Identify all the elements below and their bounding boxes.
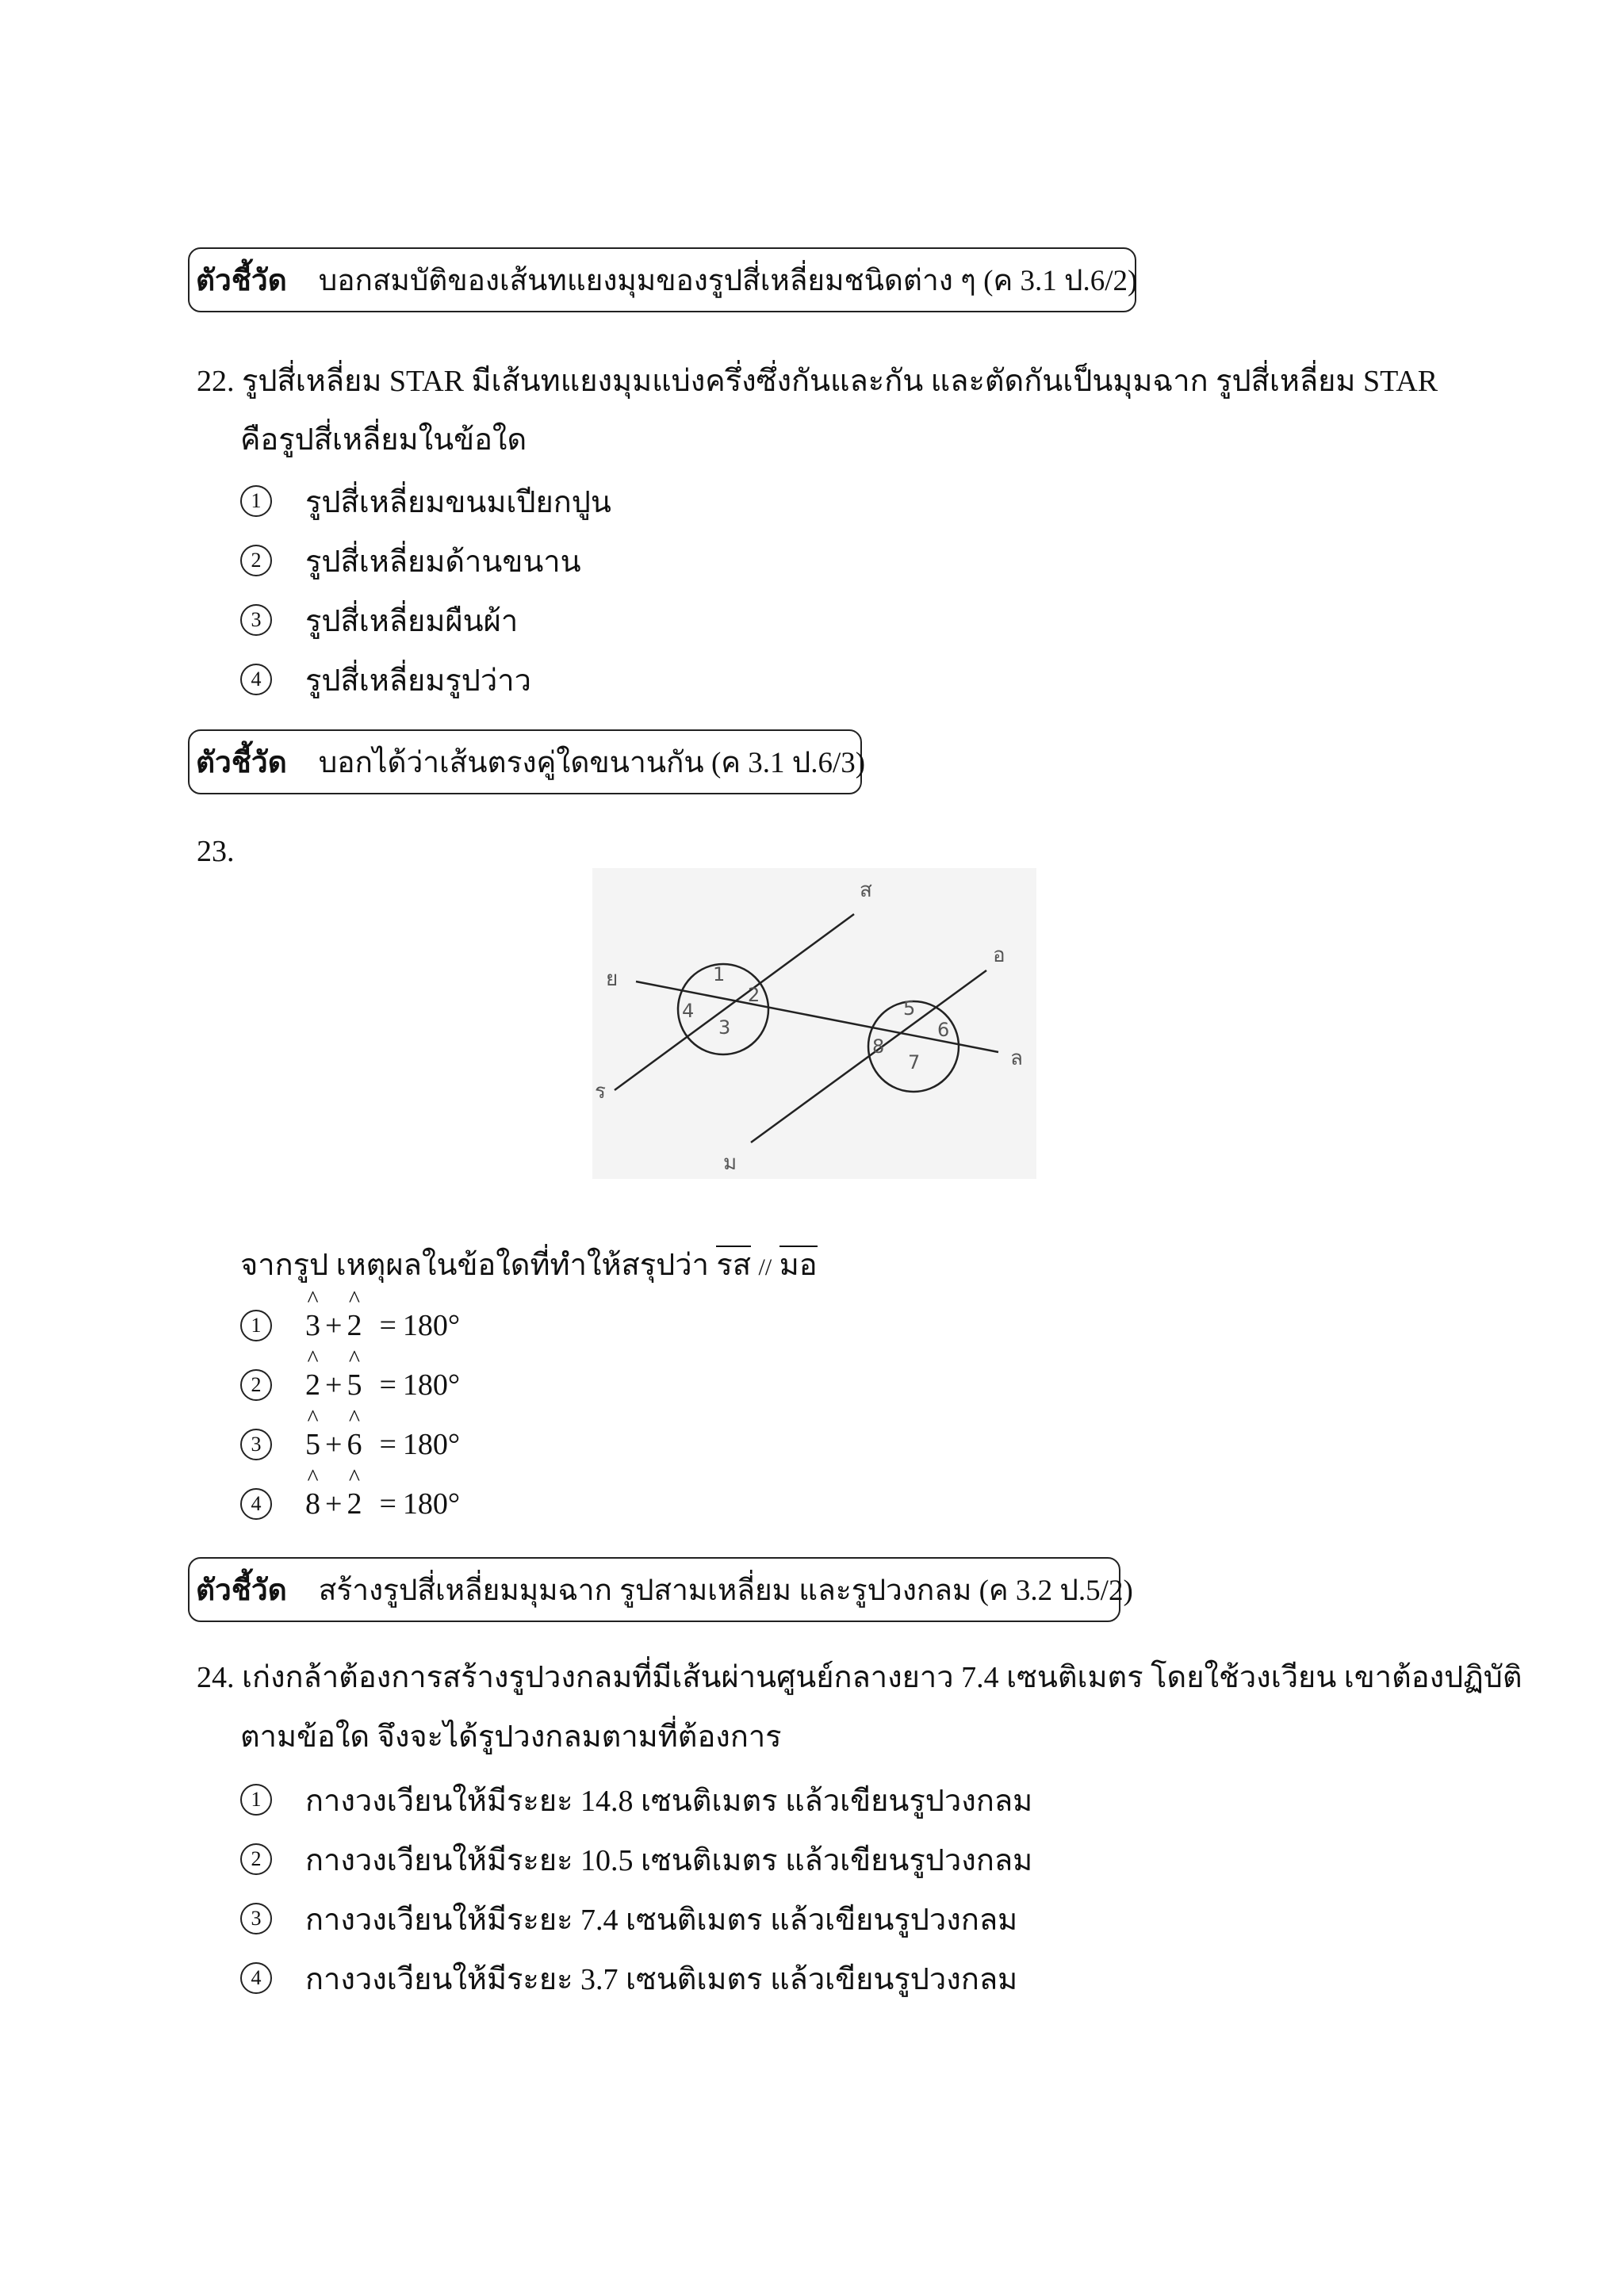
indicator-box-1 [188, 247, 1136, 312]
angle-label-8: 8 [872, 1035, 885, 1058]
indicator-label: ตัวชี้วัด [196, 746, 287, 779]
equals-sign: = [379, 1309, 396, 1342]
segment-mo: มอ [779, 1246, 818, 1282]
choice-number: 1 [240, 1310, 272, 1341]
q23-choice-2[interactable] [240, 1345, 461, 1405]
parallel-symbol: // [758, 1254, 772, 1280]
q23-choice-4[interactable] [240, 1464, 461, 1524]
angle-label-3: 3 [718, 1016, 731, 1039]
q23-choice-3[interactable] [240, 1405, 461, 1464]
angle-sum: 180° [402, 1487, 461, 1521]
question-24-line2: ตามข้อใด จึงจะได้รูปวงกลมตามที่ต้องการ [240, 1720, 782, 1754]
indicator-text: บอกได้ว่าเส้นตรงคู่ใดขนานกัน (ค 3.1 ป.6/3) [318, 746, 866, 779]
choice-text: กางวงเวียนให้มีระยะ 14.8 เซนติเมตร แล้วเขียนรูปวงกลม [305, 1784, 1033, 1818]
choice-text: กางวงเวียนให้มีระยะ 7.4 เซนติเมตร แล้วเขียนรูปวงกลม [305, 1903, 1018, 1937]
angle-label-5: 5 [903, 997, 916, 1020]
choice-number: 2 [240, 1843, 272, 1875]
point-label-o: อ [993, 943, 1005, 967]
question-22-line1: 22. รูปสี่เหลี่ยม STAR มีเส้นทแยงมุมแบ่งครึ่งซึ่งกันและกัน และตัดกันเป็นมุมฉาก รูปสี่เหลี่ยม STAR [197, 365, 1438, 398]
indicator-box-3 [188, 1557, 1133, 1622]
q22-choice-4[interactable] [240, 660, 531, 699]
choice-text: รูปสี่เหลี่ยมขนมเปียกปูน [305, 485, 611, 519]
angle-a: ^ 2 [305, 1345, 320, 1402]
choice-number: 4 [240, 664, 272, 695]
angle-label-6: 6 [937, 1019, 950, 1041]
q22-choice-2[interactable] [240, 541, 581, 580]
point-label-l: ล [1010, 1047, 1023, 1070]
q24-choice-4[interactable] [240, 1958, 1017, 1998]
q24-choice-1[interactable] [240, 1780, 1032, 1820]
choice-text: รูปสี่เหลี่ยมผืนผ้า [305, 604, 519, 638]
point-label-m: ม [723, 1151, 737, 1175]
choice-number: 1 [240, 1784, 272, 1816]
q24-choice-3[interactable] [240, 1899, 1017, 1938]
q24-choice-2[interactable] [240, 1839, 1032, 1879]
indicator-text: สร้างรูปสี่เหลี่ยมมุมฉาก รูปสามเหลี่ยม และรูปวงกลม (ค 3.2 ป.5/2) [318, 1574, 1133, 1607]
angle-a: ^ 3 [305, 1286, 320, 1342]
equals-sign: = [379, 1487, 396, 1521]
choice-text: กางวงเวียนให้มีระยะ 10.5 เซนติเมตร แล้วเขียนรูปวงกลม [305, 1843, 1033, 1877]
angle-sum: 180° [402, 1309, 461, 1342]
question-22-line2: คือรูปสี่เหลี่ยมในข้อใด [240, 423, 527, 457]
choice-text: รูปสี่เหลี่ยมรูปว่าว [305, 664, 531, 698]
question-24-line1: 24. เก่งกล้าต้องการสร้างรูปวงกลมที่มีเส้นผ่านศูนย์กลางยาว 7.4 เซนติเมตร โดยใช้วงเวียน เขาต้องปฏิบัติ [197, 1661, 1522, 1694]
choice-number: 2 [240, 1369, 272, 1401]
choice-number: 4 [240, 1488, 272, 1520]
plus-sign: + [325, 1487, 343, 1521]
indicator-label: ตัวชี้วัด [196, 1574, 287, 1607]
equals-sign: = [379, 1428, 396, 1461]
angle-label-4: 4 [682, 1000, 695, 1022]
q22-choice-1[interactable] [240, 481, 611, 521]
angle-b: ^ 6 [347, 1405, 362, 1461]
point-label-s: ส [860, 878, 872, 902]
plus-sign: + [325, 1428, 343, 1461]
angle-b: ^ 2 [347, 1464, 362, 1521]
choice-number: 2 [240, 545, 272, 576]
stem-text: จากรูป เหตุผลในข้อใดที่ทำให้สรุปว่า [240, 1249, 709, 1282]
question-23-stem [240, 1250, 818, 1280]
choice-number: 4 [240, 1962, 272, 1994]
choice-number: 3 [240, 604, 272, 636]
angle-b: ^ 2 [347, 1286, 362, 1342]
angle-a: ^ 8 [305, 1464, 320, 1521]
q23-choice-1[interactable] [240, 1286, 461, 1345]
angle-label-2: 2 [748, 984, 760, 1006]
angle-a: ^ 5 [305, 1405, 320, 1461]
segment-rs: รส [716, 1246, 751, 1282]
indicator-label: ตัวชี้วัด [196, 264, 287, 297]
equals-sign: = [379, 1368, 396, 1402]
figure-background [592, 868, 1036, 1179]
choice-text: กางวงเวียนให้มีระยะ 3.7 เซนติเมตร แล้วเขียนรูปวงกลม [305, 1962, 1018, 1996]
angle-sum: 180° [402, 1368, 461, 1402]
question-23-number: 23. [197, 835, 235, 868]
angle-label-1: 1 [713, 963, 726, 985]
indicator-text: บอกสมบัติของเส้นทแยงมุมของรูปสี่เหลี่ยมชนิดต่าง ๆ (ค 3.1 ป.6/2) [318, 264, 1138, 297]
plus-sign: + [325, 1368, 343, 1402]
choice-number: 3 [240, 1903, 272, 1934]
choice-number: 3 [240, 1429, 272, 1460]
q22-choice-3[interactable] [240, 600, 518, 640]
choice-number: 1 [240, 485, 272, 517]
point-label-y: ย [606, 967, 619, 991]
choice-text: รูปสี่เหลี่ยมด้านขนาน [305, 545, 581, 579]
indicator-box-2 [188, 729, 866, 794]
angle-sum: 180° [402, 1428, 461, 1461]
point-label-r: ร [595, 1080, 606, 1104]
parallel-lines-figure [592, 868, 1036, 1179]
plus-sign: + [325, 1309, 343, 1342]
angle-b: ^ 5 [347, 1345, 362, 1402]
angle-label-7: 7 [908, 1051, 921, 1073]
